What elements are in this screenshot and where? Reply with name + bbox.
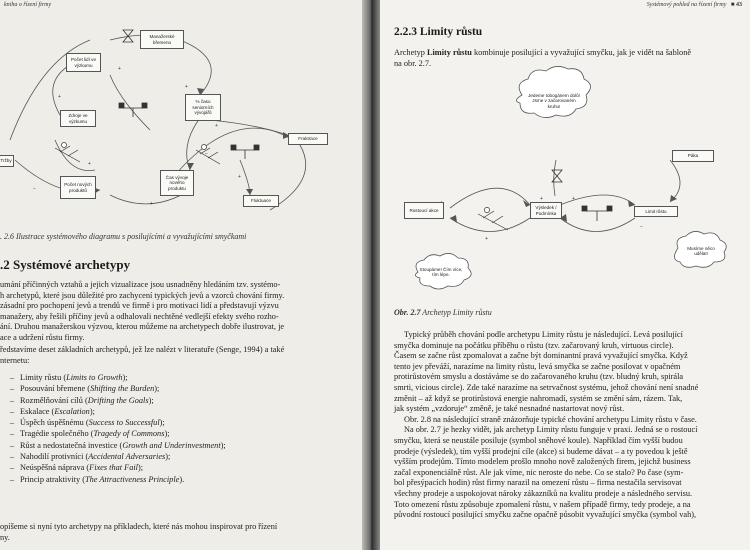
balance-scale-icon [582,206,612,221]
list-item: – Tragédie společného (Tragedy of Commons); [20,428,350,439]
left-paragraph-1: umání příčinných vztahů a jejich vizualizace jsou usnadněny hledáním tzv. systémo- h archetypů, které jsou důležité pro zachycení typických jevů a vzorců chování firmy. zásadní pro pochopení jevů a trendů ve firmě i pro motivaci lidí a představují výzvu manažery, aby řešili příčiny jevů a odhalovali nechtěné vedlejší efekty svého rozho- ání. Druhou manažerskou výzvou, kterou můžeme na archetypech dobře ilustrovat, je ace a udržení růstu firmy. [0,280,285,342]
balance-scale-icon [119,103,147,117]
right-section-heading: 2.2.3 Limity růstu [394,26,483,38]
node-dev-time: Čas vývoje nového produktu [160,170,194,196]
box-lever: Páka [672,150,714,162]
svg-text:+: + [572,196,575,202]
svg-text:+: + [88,161,91,167]
list-item: – Princip atraktivity (The Attractiveness Principle). [20,474,350,485]
node-frustration: Fraktrace [288,133,328,145]
left-section-heading: .2 Systémové archetypy [0,257,131,272]
svg-text:−: − [205,151,208,157]
node-managerial-burden: Manažerské břemeno [140,30,184,49]
svg-text:+: + [215,123,218,129]
cloud-bottom-left-text: Stoupáme! Čím více, tím lépe. [419,266,463,277]
left-page [0,0,362,550]
right-figure-caption: Obr. 2.7 Archetyp Limity růstu [394,308,492,317]
list-item: – Úspěch úspěšnému (Success to Successful); [20,417,350,428]
svg-text:+: + [58,94,61,100]
node-research-resources: Zdroje ve výzkumu [60,110,96,127]
snowball-slope-icon [478,207,508,230]
box-growth-limit: Limit růstu [634,206,678,217]
svg-text:−: − [33,186,36,192]
archetype-list [20,372,350,485]
node-revenue: Tržby [0,155,14,167]
node-research-staff: Počet lidí ve výzkumu [66,53,101,72]
list-item: – Neúspěšná náprava (Fixes that Fail); [20,462,350,473]
box-growing-action: Rostoucí akce [404,202,444,219]
left-paragraph-2: ředstavíme deset základních archetypů, jež lze nalézt v literatuře (Senge, 1994) a také nternetu: [0,345,285,365]
running-head-left: kniha o řízení firmy [4,2,52,8]
snowball-slope-icon-2 [196,145,220,165]
svg-text:+: + [118,66,121,72]
running-head-right: Systémový pohled na řízení firmy ■ 43 [646,2,742,8]
list-item: – Limity růstu (Limits to Growth); [20,372,350,383]
cloud-top-text: Jedeme tobogánem dolů! Jsme v začarovaném kruhu! [528,92,580,109]
left-figure-caption: . 2.6 Ilustrace systémového diagramu s posilujícími a vyvažujícími smyčkami [0,232,247,241]
svg-text:+: + [485,236,488,242]
list-item: – Nahodilí protivníci (Accidental Adversaries); [20,451,350,462]
svg-text:+: + [185,84,188,90]
right-body-text: Typický průběh chování podle archetypu Limity růstu je následující. Levá posilující smyčka dominuje na počátku příběhu o růstu (tzv. začarovaný kruh, virtuous circle). Časem se začne růst zpomalovat a začne být dominantní pravá vyvažující smyčka. Když tento jev převáží, narazíme na limity růstu, levá smyčka se začne posilovat v opačném protirůstovém smyslu a dostáváme se do začarovaného kruhu (tzv. bludný kruh, spirála smrti, vicious circle). Zde také narazíme na setrvačnost systému, jehož chování není snadné změnit – až když se protirůstová energie nahromadí, systém se změní sám, rázem. Tak, jak systém „vzdoruje“ změně, je také nesnadné nastartovat nový růst. Obr. 2.8 na následující straně znázorňuje typické chování archetypu Limity růstu v čase. Na obr. 2.7 je hezky vidět, jak archetyp Limity růstu funguje v praxi. Jedná se o rostoucí smyčku, která se neustále posiluje (symbol sněhové koule). Například čím vyšší budou prodeje (výsledek), tím vyšší prodejní cíle (akce) si budeme dávat – a ty povedou k ještě vyšším prodejům. Tímto modelem prošlo mnoho nově založených firem, jejichž business začal exponenciálně růst. Ale jak víme, nic neroste do nebe. Co se stalo? Po čase (sym- bol přesýpacích hodin) růst firmy narazil na omezení růstu – firma nestačila servisovat všechny prodeje a uspokojovat nároky zákazníků na kvalitu prodeje a následného servisu. Toto omezení růstu způsobuje zpomalení růstu, v našem případě firmy, tedy prodeje, a na původní rostoucí posilující smyčku začne opačně působit vyvažující smyčka (symbol vah), [394,330,699,520]
list-item: – Rozmělňování cílů (Drifting the Goals); [20,395,350,406]
list-item: – Eskalace (Escalation); [20,406,350,417]
cloud-bottom-right-text: Musíme něco udělat! [687,245,715,256]
svg-text:−: − [640,224,643,230]
node-senior-dev-time: % času seniorních vývojářů [185,94,221,121]
book-gutter [362,0,380,550]
right-page [380,0,750,550]
node-turnover: Fluktuace [243,195,279,207]
snowball-slope-icon [55,143,80,163]
page-number: ■ 43 [730,2,742,8]
list-item: – Růst a nedostatečná investice (Growth and Underinvestment); [20,440,350,451]
node-new-products: Počet nových produktů [60,176,96,199]
left-paragraph-3: opíšeme si nyní tyto archetypy na příkladech, které nás mohou inspirovat pro řízení ny. [0,522,278,542]
list-item: – Posouvání břemene (Shifting the Burden); [20,383,350,394]
svg-text:+: + [150,201,153,207]
box-result-condition: Výsledek / Podmínka [530,202,562,219]
svg-text:+: + [238,174,241,180]
balance-scale-icon-2 [231,145,259,159]
right-intro: Archetyp Limity růstu kombinuje posilující a vyvažující smyčku, jak je vidět na šabloně na obr. 2.7. [394,48,692,68]
svg-text:+: + [540,196,543,202]
